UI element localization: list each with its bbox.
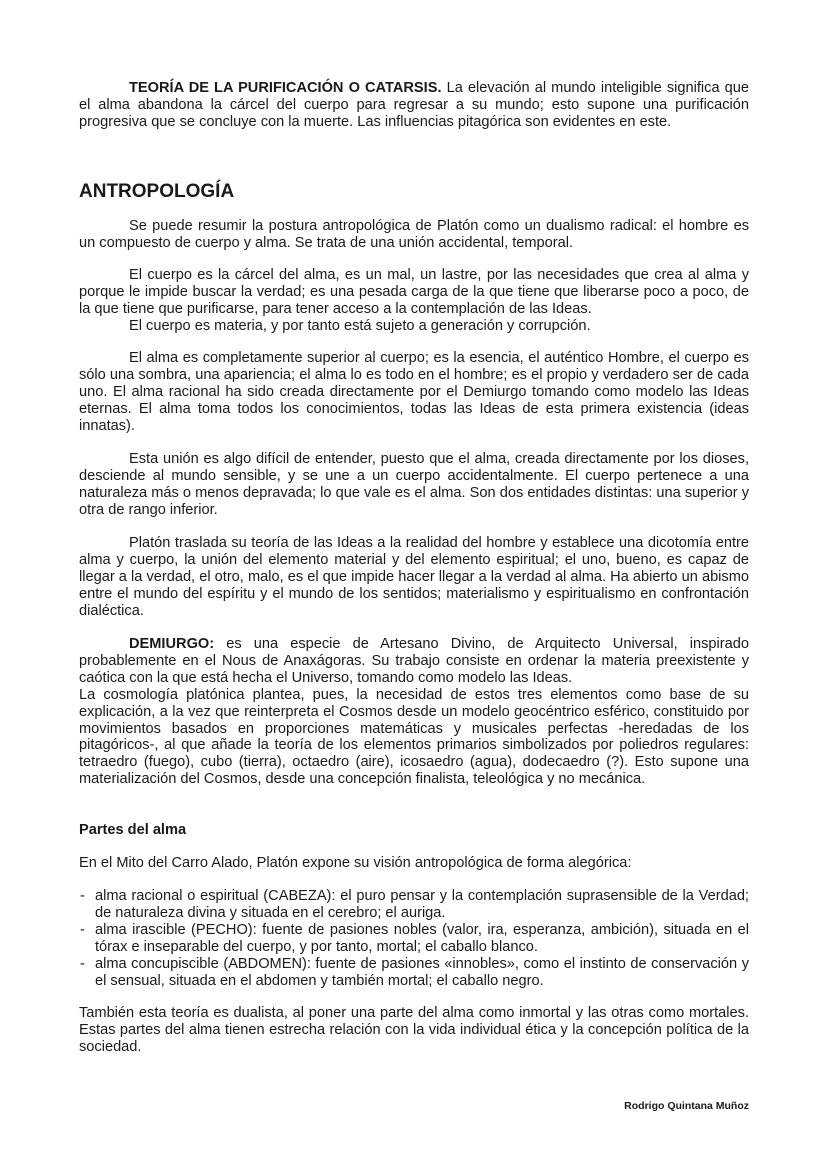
antropologia-paragraph-5: Platón traslada su teoría de las Ideas a la realidad del hombre y establece una dicotomía entre alma y cuerpo, la unión del elemento material y del elemento espiritual; el uno, bueno, es capaz de llegar a la verdad, el otro, malo, es el que impide hacer llegar a la verdad al alma. Ha abierto un abismo entre el mundo del espíritu y el mundo de los sentidos; materialismo y espiritualismo en confrontación dialéctica. <box>79 535 749 619</box>
demiurgo-label: DEMIURGO: <box>129 636 215 652</box>
catarsis-label: TEORÍA DE LA PURIFICACIÓN O CATARSIS. <box>129 80 442 96</box>
footer-author: Rodrigo Quintana Muñoz <box>624 1100 749 1112</box>
cosmologia-paragraph: La cosmología platónica plantea, pues, la necesidad de estos tres elementos como base de su explicación, a la vez que reinterpreta el Cosmos desde un modelo geocéntrico esférico, constituido por movimientos basados en proporciones matemáticas y musicales perfectas -heredadas de los pitagóricos-, al que añade la teoría de los elementos primarios simbolizados por poliedros regulares: tetraedro (fuego), cubo (tierra), octaedro (aire), icosaedro (agua), dodecaedro (?). Esto supone una materialización del Cosmos, desde una concepción finalista, teleológica y no mecánica. <box>79 686 749 788</box>
list-item: - alma racional o espiritual (CABEZA): el puro pensar y la contemplación suprasensible de la Verdad; de naturaleza divina y situada en el cerebro; el auriga. <box>79 888 749 922</box>
list-item: - alma concupiscible (ABDOMEN): fuente de pasiones «innobles», como el instinto de conservación y el sensual, situada en el abdomen y también mortal; el caballo negro. <box>79 956 749 990</box>
antropologia-paragraph-1: Se puede resumir la postura antropológica de Platón como un dualismo radical: el hombre es un compuesto de cuerpo y alma. Se trata de una unión accidental, temporal. <box>79 218 749 251</box>
catarsis-paragraph <box>79 80 749 131</box>
antropologia-heading: ANTROPOLOGÍA <box>79 181 235 202</box>
list-item: - alma irascible (PECHO): fuente de pasiones nobles (valor, ira, esperanza, ambición), situada en el tórax e inseparable del cuerpo, y por tanto, mortal; el caballo blanco. <box>79 922 749 956</box>
demiurgo-paragraph <box>79 636 749 687</box>
antropologia-paragraph-4: Esta unión es algo difícil de entender, puesto que el alma, creada directamente por los dioses, desciende al mundo sensible, y se une a un cuerpo accidentalmente. El cuerpo pertenece a una naturaleza más o menos depravada; lo que vale es el alma. Son dos entidades distintas: una superior y otra de rango inferior. <box>79 451 749 518</box>
antropologia-paragraph-3: El alma es completamente superior al cuerpo; es la esencia, el auténtico Hombre, el cuerpo es sólo una sombra, una apariencia; el alma lo es todo en el hombre; es el propio y verdadero ser de cada uno. El alma racional ha sido creada directamente por el Demiurgo tomando como modelo las Ideas eternas. El alma toma todos los conocimientos, todas las Ideas de esta primera existencia (ideas innatas). <box>79 350 749 434</box>
antropologia-paragraph-2-group <box>79 267 749 335</box>
partes-intro: En el Mito del Carro Alado, Platón expone su visión antropológica de forma alegórica: <box>79 855 632 871</box>
antropologia-paragraph-2b: El cuerpo es materia, y por tanto está sujeto a generación y corrupción. <box>129 317 591 334</box>
partes-heading: Partes del alma <box>79 822 187 838</box>
partes-list <box>79 888 749 989</box>
catarsis-text: La elevación al mundo inteligible significa que el alma abandona la cárcel del cuerpo para regresar a su mundo; esto supone una purificación progresiva que se concluye con la muerte. Las influencias pitagórica son evidentes en este. <box>79 80 750 130</box>
demiurgo-section <box>79 636 749 788</box>
demiurgo-text: es una especie de Artesano Divino, de Arquitecto Universal, inspirado probablemente en el Nous de Anaxágoras. Su trabajo consiste en ordenar la materia preexistente y caótica con la que está hecha el Universo, tomando como modelo las Ideas. <box>79 636 749 686</box>
antropologia-paragraph-2: El cuerpo es la cárcel del alma, es un mal, un lastre, por las necesidades que crea al alma y porque le impide buscar la verdad; es una pesada carga de la que tiene que liberarse poco a poco, de la que tiene que purificarse, para tener acceso a la contemplación de las Ideas. <box>79 267 749 317</box>
partes-closing: También esta teoría es dualista, al poner una parte del alma como inmortal y las otras como mortales. Estas partes del alma tienen estrecha relación con la vida individual ética y la concepción política de la sociedad. <box>79 1005 749 1055</box>
